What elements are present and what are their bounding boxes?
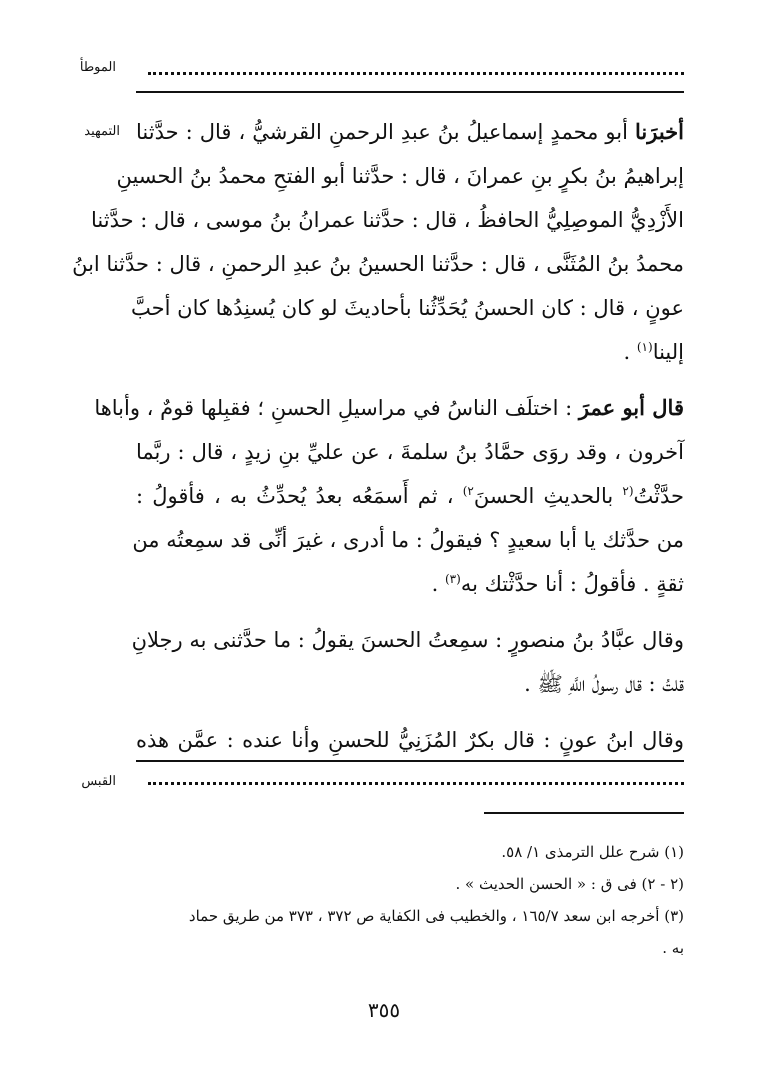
text-line [136, 718, 684, 762]
line-text: إبراهيمُ بنُ بكرٍ بنِ عمرانَ ، قال : حدَّثنا أبو الفتحِ محمدُ بنُ الحسينِ [116, 164, 684, 188]
line-text: ثقةٍ . فأقولُ : أنا حدَّثْتك به [460, 572, 684, 596]
text-line [131, 618, 684, 662]
paragraph-3 [131, 618, 684, 706]
footnote-1: (١) شرح علل الترمذى ١/ ٥٨. [501, 843, 684, 861]
header-rule [136, 91, 684, 93]
lead-word: قال أبو عمرَ [578, 395, 684, 420]
line-text: وقال ابنُ عونٍ : قال بكرٌ المُزَنِيُّ للحسنِ وأنا عنده : عمَّن هذه [136, 728, 684, 752]
text-line [91, 198, 684, 242]
section-label-tamhid: التمهيد [84, 124, 120, 139]
footnote-3-continued: به . [662, 939, 684, 957]
line-text: . [431, 572, 445, 596]
text-line [72, 242, 684, 286]
line-text: بالحديثِ الحسنَ [473, 484, 623, 508]
footnote-ref: (٣) [444, 572, 461, 586]
footnote-2: (٢ - ٢) فى ق : « الحسن الحديث » . [455, 875, 684, 893]
book-label: الموطأ [79, 60, 116, 75]
line-text: : اختلَف الناسُ في مراسيلِ الحسنِ ؛ فقبِلها قومٌ ، وأباها [94, 396, 579, 420]
line-text: . [623, 340, 637, 364]
line-text: حدَّثْتُ [633, 484, 684, 508]
text-line [136, 430, 684, 474]
line-text: قلتُ : قال رسولُ اللَّهِ ﷺ . [524, 672, 684, 696]
footnote-3: (٣) أخرجه ابن سعد ١٦٥/٧ ، والخطيب فى الكفاية ص ٣٧٢ ، ٣٧٣ من طريق حماد [188, 907, 684, 925]
text-line [94, 386, 684, 430]
paragraph-2 [94, 386, 684, 606]
footnotes [96, 836, 684, 964]
line-text: وقال عبَّادُ بنُ منصورٍ : سمِعتُ الحسنَ يقولُ : ما حدَّثنى به رجلانِ [131, 628, 684, 652]
text-line [131, 286, 684, 330]
line-text: إلينا [652, 340, 684, 364]
text-line [116, 154, 684, 198]
page-number: ٣٥٥ [367, 998, 401, 1022]
footnote-ref: (١) [636, 340, 653, 354]
text-line [136, 562, 684, 606]
line-text: أبو محمدٍ إسماعيلُ بنُ عبدِ الرحمنِ القرشيُّ ، قال : حدَّثنا [136, 120, 636, 144]
paragraph-4 [136, 718, 684, 762]
text-line [136, 474, 684, 518]
line-text: من حدَّثك يا أبا سعيدٍ ؟ فيقولُ : ما أدرى ، غيرَ أنِّى قد سمِعتُه من [132, 528, 684, 552]
line-text: ، ثم أَسمَعُه بعدُ يُحدِّثُ به ، فأقولُ : [136, 484, 463, 508]
footnote-ref: ٢) [462, 484, 474, 498]
footnote-ref: (٢ [622, 484, 634, 498]
text-line [136, 662, 684, 706]
section-label-qabas: القبس [81, 774, 116, 789]
line-text: عونٍ ، قال : كان الحسنُ يُحَدِّثُنا بأحاديثَ لو كان يُسنِدُها كان أحبَّ [131, 296, 684, 320]
line-text: الأَزْدِيُّ الموصِلِيُّ الحافظُ ، قال : حدَّثنا عمرانُ بنُ موسى ، قال : حدَّثنا [91, 208, 684, 232]
lead-word: أخبرَنا [635, 119, 684, 144]
footnote-separator [484, 812, 684, 814]
text-line [136, 110, 684, 154]
text-line [132, 518, 684, 562]
header-dotted-line [148, 62, 684, 75]
lower-dotted-line [148, 772, 684, 785]
line-text: آخرون ، وقد روَى حمَّادُ بنُ سلمةَ ، عن عليِّ بنِ زيدٍ ، قال : ربَّما [136, 440, 684, 464]
line-text: محمدُ بنُ المُثَنَّى ، قال : حدَّثنا الحسينُ بنُ عبدِ الرحمنِ ، قال : حدَّثنا ابنُ [72, 252, 684, 276]
lower-rule-top [136, 760, 684, 762]
text-line [136, 330, 684, 374]
